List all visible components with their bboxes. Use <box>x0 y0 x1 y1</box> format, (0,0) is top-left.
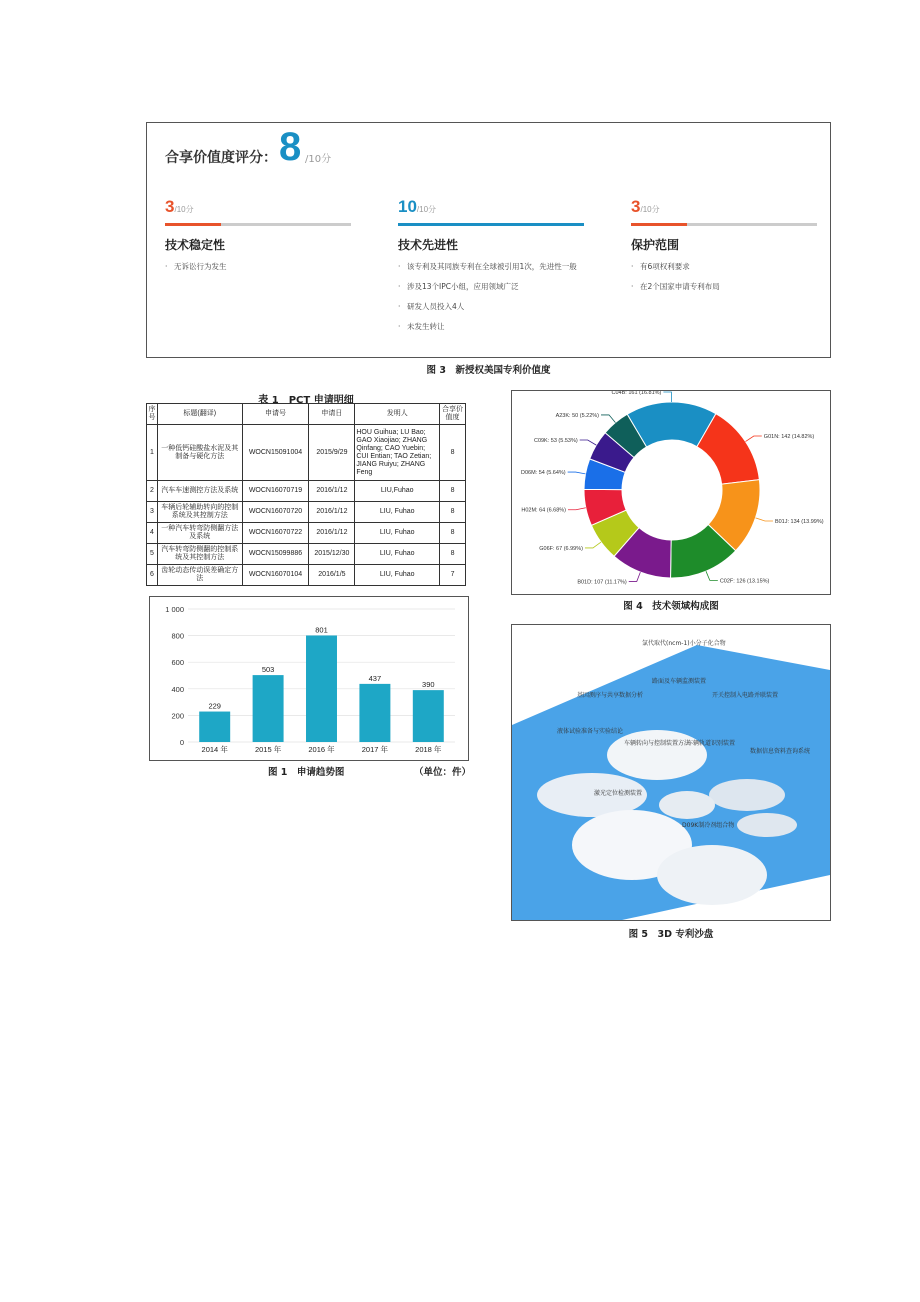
table-cell: 一种汽车转弯防侧翻方法及系统 <box>157 523 242 544</box>
table-cell: 8 <box>440 481 466 502</box>
table-cell: LIU, Fuhao <box>355 565 440 586</box>
leader-line <box>568 472 586 474</box>
score-title: 合享价值度评分： <box>165 150 277 166</box>
slice-label: A23K: 50 (5.22%) <box>555 412 600 419</box>
table-cell: 2016/1/12 <box>309 502 355 523</box>
bar-chart-svg <box>150 597 468 760</box>
leader-line <box>568 508 586 510</box>
column-item: · 研发人员投入4人 <box>398 301 588 312</box>
value-score-panel <box>146 122 831 358</box>
table-cell: 7 <box>440 565 466 586</box>
table-header: 发明人 <box>355 404 440 425</box>
column-title: 技术稳定性 <box>165 238 226 252</box>
table-cell: 8 <box>440 523 466 544</box>
column-score-suffix: /10分 <box>416 205 437 214</box>
table-row <box>147 481 466 502</box>
score-column-advancement <box>398 197 588 341</box>
table-cell: 2016/1/12 <box>309 481 355 502</box>
y-tick-label: 1 000 <box>165 605 184 614</box>
y-tick-label: 0 <box>179 738 184 747</box>
table-cell: 4 <box>147 523 158 544</box>
column-score: 3 <box>631 197 641 216</box>
table-cell: 一种低钙硅酸盐水泥及其制备与硬化方法 <box>157 425 242 481</box>
leader-line <box>745 436 761 442</box>
score-suffix: /10分 <box>305 154 332 165</box>
score-bar <box>165 223 351 226</box>
sandbox-label: 氯代取代(ncm-1)小分子化合物 <box>642 640 726 647</box>
table-cell: 汽车转弯防侧翻的控制系统及其控制方法 <box>157 544 242 565</box>
y-tick-label: 800 <box>171 631 184 641</box>
sandbox-label: 数据信息资料查询系统 <box>750 748 811 755</box>
table-row <box>147 523 466 544</box>
bar <box>253 675 284 742</box>
table1-title: 表 1 PCT 申请明细 <box>258 395 354 406</box>
score-bar <box>398 223 584 226</box>
figure1-caption: 图 1 申请趋势图 <box>268 767 345 778</box>
figure3-caption: 图 3 新授权美国专利价值度 <box>426 365 551 376</box>
table-row <box>147 544 466 565</box>
leader-line <box>706 571 718 580</box>
sandbox-label: 液体试验准备与实验结论 <box>557 728 624 735</box>
slice-label: H02M: 64 (6.68%) <box>521 507 567 514</box>
table-cell: WOCN16070719 <box>242 481 309 502</box>
table-cell: WOCN16070720 <box>242 502 309 523</box>
column-item: · 在2个国家申请专利布局 <box>631 281 821 292</box>
slice-label: C04B: 161 (16.81%) <box>611 391 662 397</box>
slice-label: G01N: 142 (14.82%) <box>763 434 815 441</box>
bar-value-label: 390 <box>422 680 435 690</box>
column-score-suffix: /10分 <box>640 205 660 214</box>
score-value: 8 <box>279 125 302 169</box>
slice-label: B01J: 134 (13.99%) <box>774 518 824 525</box>
table-cell: 2 <box>147 481 158 502</box>
column-item: · 涉及13个IPC小组，应用领域广泛 <box>398 281 588 292</box>
bar <box>306 635 337 742</box>
sandbox-label: 车辆轨道识别装置 <box>687 740 736 747</box>
table-cell: WOCN16070722 <box>242 523 309 544</box>
leader-line <box>663 392 671 402</box>
table-cell: LIU, Fuhao <box>355 544 440 565</box>
bar-value-label: 801 <box>315 625 328 635</box>
x-tick-label: 2018 年 <box>415 745 442 754</box>
table-row <box>147 565 466 586</box>
column-title: 技术先进性 <box>398 238 459 252</box>
table-cell: WOCN16070104 <box>242 565 309 586</box>
y-tick-label: 200 <box>171 711 184 721</box>
column-score: 10 <box>398 197 417 216</box>
slice-label: B01D: 107 (11.17%) <box>577 579 627 586</box>
column-score: 3 <box>165 197 175 216</box>
slice-label: C09K: 53 (5.53%) <box>533 438 578 445</box>
column-score-suffix: /10分 <box>174 205 194 214</box>
sandbox-label: 基因测序与共享数据分析 <box>577 692 644 699</box>
table-cell: 2016/1/12 <box>309 523 355 544</box>
table-header: 序号 <box>147 404 158 425</box>
pct-table <box>146 403 466 586</box>
x-tick-label: 2015 年 <box>254 745 282 754</box>
leader-line <box>755 518 772 521</box>
sandbox-label: 车辆转向与控制装置方法 <box>624 740 691 747</box>
figure5-caption: 图 5 3D 专利沙盘 <box>628 929 714 940</box>
table-row <box>147 425 466 481</box>
x-tick-label: 2014 年 <box>201 745 228 754</box>
table-cell: 5 <box>147 544 158 565</box>
leader-line <box>580 440 597 445</box>
bar-value-label: 503 <box>261 665 275 675</box>
table-cell: LIU, Fuhao <box>355 502 440 523</box>
table-header: 申请日 <box>309 404 355 425</box>
figure1-unit: （单位：件） <box>414 767 472 778</box>
y-tick-label: 400 <box>171 684 184 694</box>
sandbox-label: D09K制冷剂组合物 <box>682 822 735 829</box>
bar <box>359 684 390 742</box>
column-item: · 该专利及其同族专利在全球被引用1次，先进性一般 <box>398 261 588 272</box>
column-item: · 有6项权利要求 <box>631 261 821 272</box>
figure4-caption: 图 4 技术领域构成图 <box>623 601 719 612</box>
column-item: · 无诉讼行为发生 <box>165 261 355 272</box>
tech-domain-donut <box>511 390 831 595</box>
table-cell: WOCN15091004 <box>242 425 309 481</box>
leader-line <box>585 542 601 548</box>
x-tick-label: 2016 年 <box>308 745 335 754</box>
column-item: · 未发生转让 <box>398 321 588 332</box>
table-cell: 3 <box>147 502 158 523</box>
table-cell: 汽车车速测控方法及系统 <box>157 481 242 502</box>
score-bar <box>631 223 817 226</box>
leader-line <box>629 572 641 581</box>
table-cell: 2015/9/29 <box>309 425 355 481</box>
sandbox-label: 路面及车辆监测装置 <box>652 678 707 685</box>
patent-sandbox-3d <box>511 624 831 921</box>
table-cell: WOCN15099886 <box>242 544 309 565</box>
table-cell: 2015/12/30 <box>309 544 355 565</box>
y-tick-label: 600 <box>171 658 184 668</box>
score-column-stability <box>165 197 355 281</box>
leader-line <box>601 415 615 423</box>
sandbox-image <box>512 625 830 920</box>
table-header: 标题(翻译) <box>157 404 242 425</box>
bar-value-label: 229 <box>208 701 221 711</box>
column-title: 保护范围 <box>631 238 680 252</box>
table-cell: 8 <box>440 425 466 481</box>
bar <box>413 690 444 742</box>
sandbox-label: 开关控制入电路并联装置 <box>712 692 779 699</box>
score-column-scope <box>631 197 821 301</box>
donut-chart-svg <box>512 391 830 594</box>
table-header: 申请号 <box>242 404 309 425</box>
slice-label: G06F: 67 (6.99%) <box>539 545 583 552</box>
table-cell: 1 <box>147 425 158 481</box>
slice-label: C02F: 126 (13.15%) <box>719 578 770 585</box>
application-trend-chart <box>149 596 469 761</box>
table-cell: LIU,Fuhao <box>355 481 440 502</box>
table-cell: 8 <box>440 502 466 523</box>
slice-label: D06M: 54 (5.64%) <box>521 470 566 477</box>
table-cell: 8 <box>440 544 466 565</box>
bar <box>199 712 230 742</box>
table-cell: 2016/1/5 <box>309 565 355 586</box>
table-cell: 6 <box>147 565 158 586</box>
bar-value-label: 437 <box>368 673 382 683</box>
x-tick-label: 2017 年 <box>361 745 389 754</box>
table-cell: 车辆后轮辅助转向的控制系统及其控制方法 <box>157 502 242 523</box>
table-cell: LIU, Fuhao <box>355 523 440 544</box>
table-row <box>147 502 466 523</box>
table-cell: HOU Guihua; LU Bao; GAO Xiaojiao; ZHANG Qinfang; CAO Yuebin; CUI Entian; TAO Zetian; JIANG Ruiyu; ZHANG Feng <box>355 425 440 481</box>
sandbox-label: 激光定位检测装置 <box>594 790 643 797</box>
table-header: 合享价值度 <box>440 404 466 425</box>
table-cell: 齿轮动态传动误差确定方法 <box>157 565 242 586</box>
